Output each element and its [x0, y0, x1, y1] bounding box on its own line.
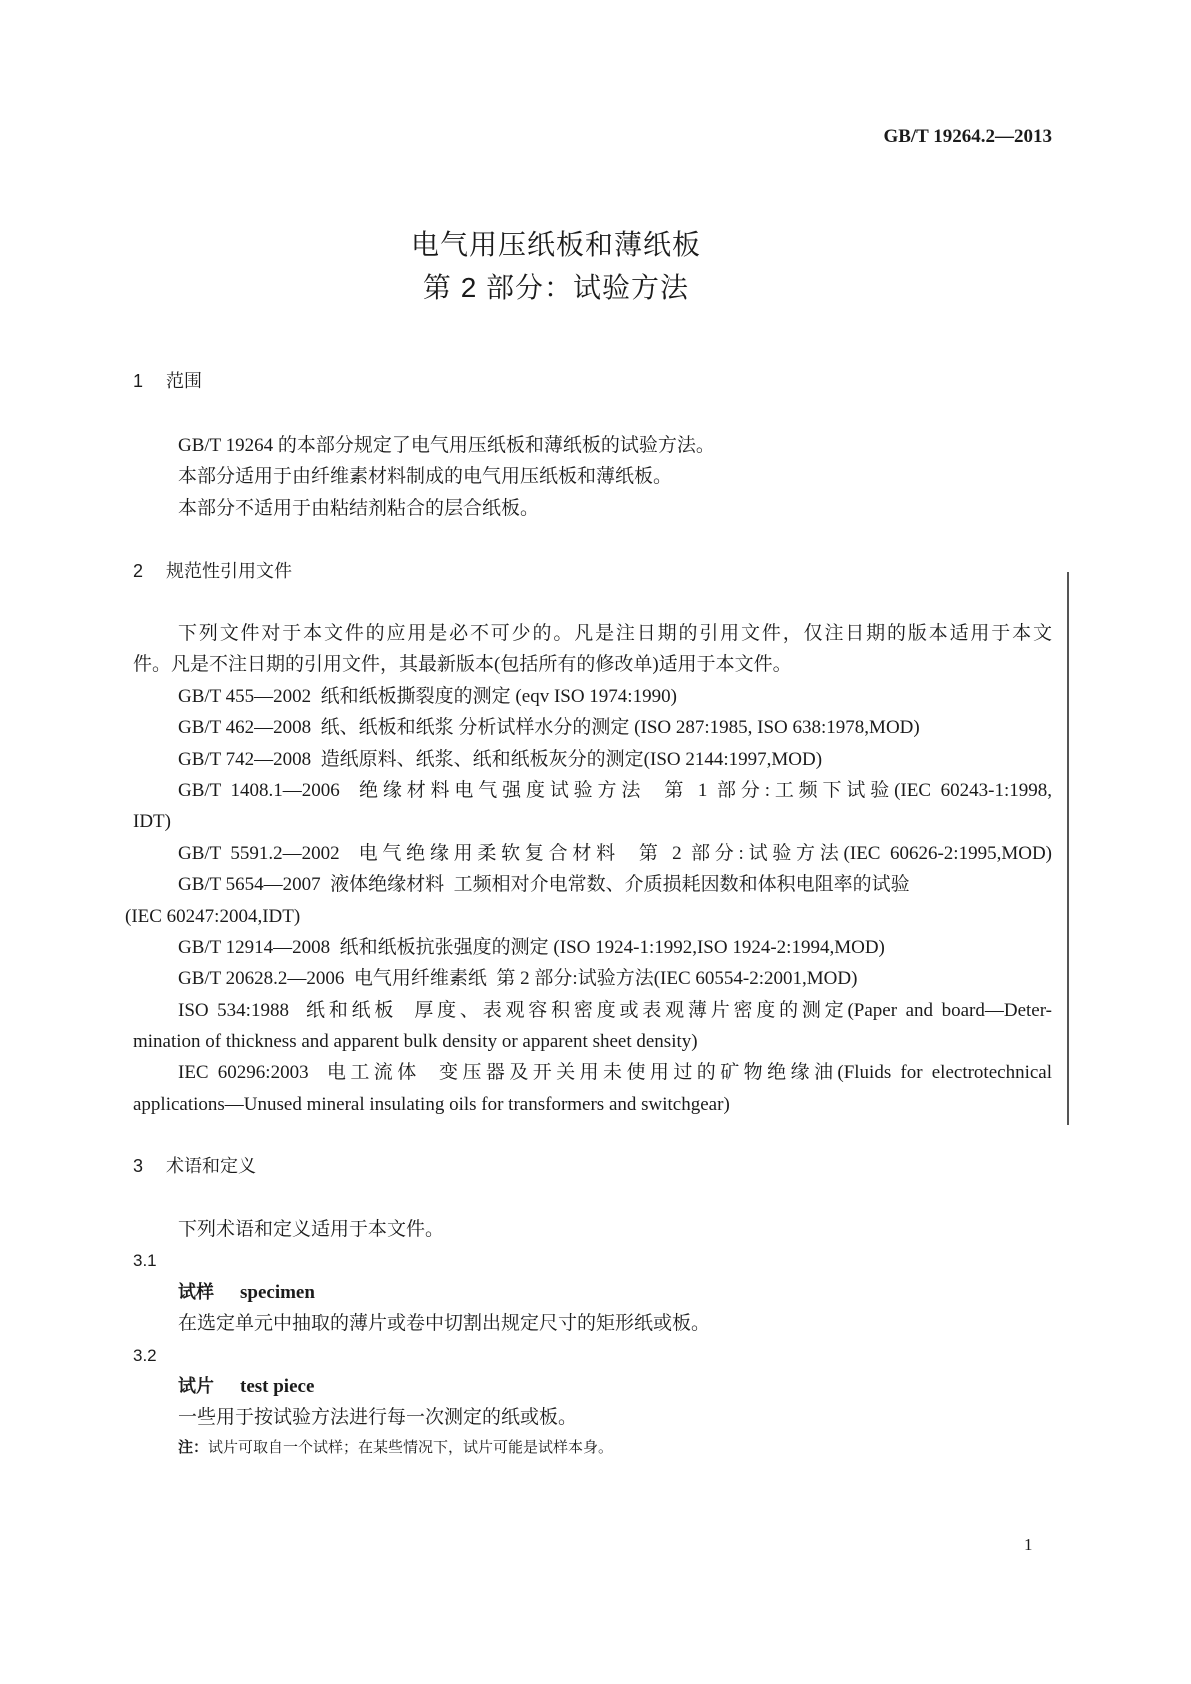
standard-number: GB/T 19264.2—2013	[883, 126, 1052, 147]
reference-item: GB/T 5654—2007 液体绝缘材料 工频相对介电常数、介质损耗因数和体积电阻率的试验	[178, 874, 910, 896]
term-chinese: 试样	[178, 1281, 214, 1302]
section-title: 范围	[166, 371, 202, 391]
terms-definitions-body	[133, 1214, 1052, 1434]
reference-item-continuation: (IEC 60247:2004,IDT)	[125, 905, 301, 927]
section-title: 术语和定义	[166, 1156, 256, 1176]
section-number: 2	[133, 561, 144, 581]
note-text: 试片可取自一个试样；在某些情况下，试片可能是试样本身。	[208, 1440, 614, 1456]
section-heading-normative-references	[133, 558, 292, 584]
section-number: 1	[133, 371, 144, 391]
reference-item-continuation: IDT)	[133, 811, 171, 833]
section-title: 规范性引用文件	[166, 561, 292, 581]
reference-item: GB/T 1408.1—2006 绝缘材料电气强度试验方法 第 1 部分:工频下试验(IEC 60243-1:1998,	[178, 779, 1052, 801]
reference-item: GB/T 20628.2—2006 电气用纤维素纸 第 2 部分:试验方法(IEC 60554-2:2001,MOD)	[178, 968, 858, 990]
term-entry-number	[133, 1340, 1052, 1371]
term-english: specimen	[240, 1281, 315, 1303]
page-number: 1	[1024, 1535, 1033, 1554]
reference-item-continuation: mination of thickness and apparent bulk density or apparent sheet density)	[133, 1031, 698, 1053]
reference-item: GB/T 455—2002 纸和纸板撕裂度的测定 (eqv ISO 1974:1990)	[178, 685, 677, 707]
section-heading-terms-definitions	[133, 1153, 256, 1179]
section-number: 3	[133, 1156, 144, 1176]
paragraph-line: 本部分适用于由纤维素材料制成的电气用压纸板和薄纸板。	[178, 466, 673, 488]
reference-item: GB/T 462—2008 纸、纸板和纸浆 分析试样水分的测定 (ISO 287:1985, ISO 638:1978,MOD)	[178, 717, 920, 739]
term-note	[178, 1436, 613, 1460]
term-heading	[133, 1371, 1052, 1402]
paragraph-line: 本部分不适用于由粘结剂粘合的层合纸板。	[178, 497, 540, 519]
reference-item: ISO 534:1988 纸和纸板 厚度、表观容积密度或表观薄片密度的测定(Paper and board—Deter-	[178, 999, 1052, 1021]
clause-number: 3.1	[133, 1251, 157, 1271]
paragraph-line: 下列文件对于本文件的应用是必不可少的。凡是注日期的引用文件，仅注日期的版本适用于本文	[178, 623, 1052, 644]
term-heading	[133, 1277, 1052, 1308]
reference-item: GB/T 742—2008 造纸原料、纸浆、纸和纸板灰分的测定(ISO 2144:1997,MOD)	[178, 748, 823, 770]
note-label: 注：	[178, 1439, 209, 1456]
revision-change-bar	[1067, 572, 1069, 1125]
paragraph-line: GB/T 19264 的本部分规定了电气用压纸板和薄纸板的试验方法。	[178, 435, 715, 456]
clause-number: 3.2	[133, 1345, 157, 1365]
section-heading-scope	[133, 368, 202, 394]
term-chinese: 试片	[178, 1375, 214, 1396]
reference-item: GB/T 12914—2008 纸和纸板抗张强度的测定 (ISO 1924-1:1992,ISO 1924-2:1994,MOD)	[178, 936, 885, 958]
reference-item: GB/T 5591.2—2002 电气绝缘用柔软复合材料 第 2 部分:试验方法(IEC 60626-2:1995,MOD)	[178, 842, 1052, 864]
document-subtitle: 第 2 部分：试验方法	[422, 272, 690, 303]
term-definition: 一些用于按试验方法进行每一次测定的纸或板。	[178, 1407, 578, 1429]
term-english: test piece	[240, 1375, 315, 1397]
paragraph-line: 下列术语和定义适用于本文件。	[178, 1219, 445, 1240]
term-definition: 在选定单元中抽取的薄片或卷中切割出规定尺寸的矩形纸或板。	[178, 1313, 711, 1335]
paragraph-line: 件。凡是不注日期的引用文件，其最新版本(包括所有的修改单)适用于本文件。	[133, 654, 792, 676]
scope-body	[133, 430, 1052, 524]
term-entry-number	[133, 1245, 1052, 1276]
reference-item: IEC 60296:2003 电工流体 变压器及开关用未使用过的矿物绝缘油(Fluids for electrotechnical	[178, 1062, 1052, 1084]
document-title: 电气用压纸板和薄纸板	[410, 229, 701, 260]
reference-item-continuation: applications—Unused mineral insulating oils for transformers and switchgear)	[133, 1093, 730, 1115]
normative-references-body	[125, 618, 1052, 1120]
